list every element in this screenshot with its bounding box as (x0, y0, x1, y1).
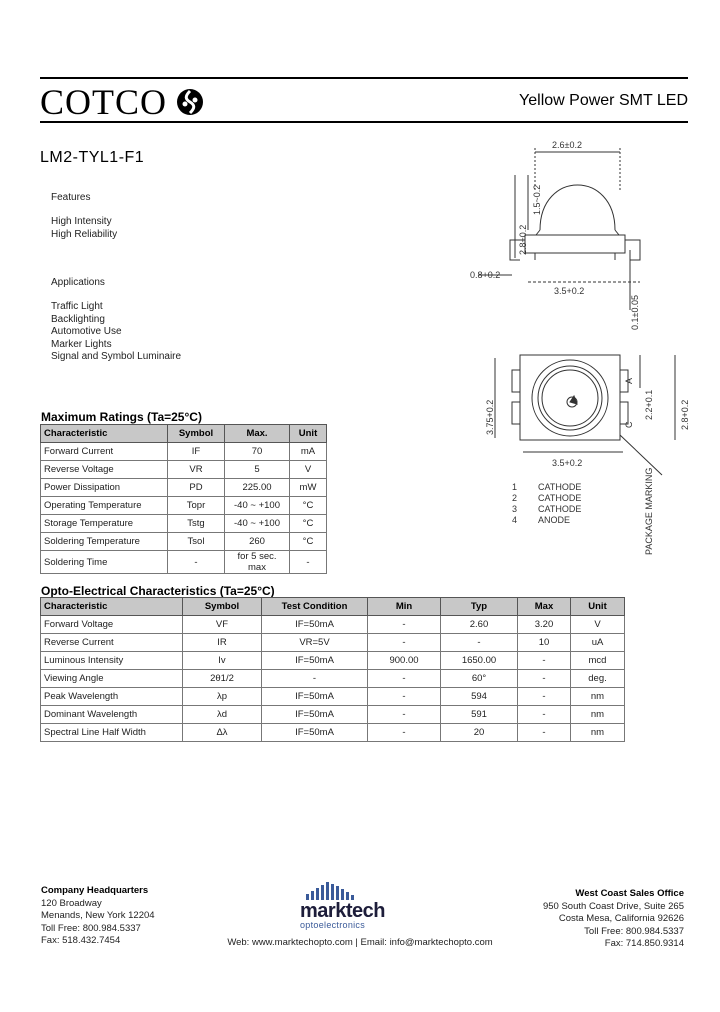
cell: IF=50mA (262, 652, 368, 670)
opto-table (40, 597, 625, 742)
cell: nm (571, 688, 625, 706)
cell: uA (571, 634, 625, 652)
cell: 3.20 (518, 616, 571, 634)
cell: IF (168, 443, 225, 461)
cell: IF=50mA (262, 688, 368, 706)
cell: -40 ~ +100 (225, 497, 290, 515)
cell: Luminous Intensity (41, 652, 183, 670)
cell: - (368, 670, 441, 688)
pad-label-c: C (624, 421, 634, 428)
col-max: Max (518, 598, 571, 616)
col-characteristic: Characteristic (41, 598, 183, 616)
cell: Soldering Temperature (41, 533, 168, 551)
cell: IF=50mA (262, 724, 368, 742)
cell: 260 (225, 533, 290, 551)
cell: Topr (168, 497, 225, 515)
west-title: West Coast Sales Office (575, 888, 684, 899)
cell: - (368, 688, 441, 706)
pin-number: 2 (512, 493, 518, 503)
cell: VF (183, 616, 262, 634)
cell: Power Dissipation (41, 479, 168, 497)
cell: Iv (183, 652, 262, 670)
cell: 60° (441, 670, 518, 688)
table-row (41, 479, 327, 497)
dome-outline (540, 185, 615, 230)
table-row (41, 443, 327, 461)
cell: 900.00 (368, 652, 441, 670)
part-number: LM2-TYL1-F1 (40, 149, 145, 166)
cell: 10 (518, 634, 571, 652)
table-row (41, 461, 327, 479)
cell: - (518, 706, 571, 724)
cell: °C (290, 515, 327, 533)
hq-title: Company Headquarters (41, 885, 149, 896)
logo-mark-icon (175, 87, 205, 117)
cell: 2θ1/2 (183, 670, 262, 688)
col-unit: Unit (290, 425, 327, 443)
brand-sub: optoelectronics (300, 920, 366, 930)
fax-line: Fax: 518.432.7454 (41, 935, 121, 946)
cell: 594 (441, 688, 518, 706)
cell: IF=50mA (262, 616, 368, 634)
cell: for 5 sec. max (225, 551, 290, 574)
cell: - (368, 616, 441, 634)
cell: 5 (225, 461, 290, 479)
package-drawing (440, 130, 700, 570)
cell: 20 (441, 724, 518, 742)
cell: nm (571, 706, 625, 724)
product-title: Yellow Power SMT LED (519, 92, 688, 109)
dim-lead-gap: 0.1±0.05 (630, 295, 640, 330)
table-row (41, 616, 625, 634)
address-line: 950 South Coast Drive, Suite 265 (542, 900, 684, 912)
pad-label-a: A (624, 377, 634, 384)
dim-right-a: 2.2+0.1 (644, 389, 654, 420)
marktech-logo (300, 882, 430, 930)
cell: Reverse Voltage (41, 461, 168, 479)
phone-line: Toll Free: 800.984.5337 (584, 925, 684, 937)
list-item: High Reliability (51, 228, 118, 240)
cell: - (368, 634, 441, 652)
dim-lead-thick: 0.8+0.2 (470, 270, 501, 280)
cell: Storage Temperature (41, 515, 168, 533)
cell: Viewing Angle (41, 670, 183, 688)
cell: - (168, 551, 225, 574)
cell: V (290, 461, 327, 479)
list-item: High Intensity (51, 216, 112, 227)
cell: - (518, 724, 571, 742)
applications-heading: Applications (51, 277, 105, 288)
col-typ: Typ (441, 598, 518, 616)
pin-name: CATHODE (538, 504, 582, 514)
header-top-rule (40, 77, 688, 79)
cell: - (518, 688, 571, 706)
cell: °C (290, 533, 327, 551)
lens-outer (532, 360, 608, 436)
list-item: Marker Lights (51, 338, 112, 350)
table-row (41, 497, 327, 515)
dim-body-width: 3.5+0.2 (552, 458, 583, 468)
table-row (41, 724, 625, 742)
dim-height-side: 2.8+0.2 (518, 224, 528, 255)
cell: 1650.00 (441, 652, 518, 670)
cell: 591 (441, 706, 518, 724)
cell: Reverse Current (41, 634, 183, 652)
cell: IF=50mA (262, 706, 368, 724)
list-item: Traffic Light (51, 301, 103, 312)
cell: mW (290, 479, 327, 497)
cell: Operating Temperature (41, 497, 168, 515)
col-max: Max. (225, 425, 290, 443)
cell: 2.60 (441, 616, 518, 634)
col-unit: Unit (571, 598, 625, 616)
max-ratings-title: Maximum Ratings (Ta=25°C) (41, 410, 202, 424)
fax-line: Fax: 714.850.9314 (604, 938, 684, 949)
cell: VR (168, 461, 225, 479)
list-item: Signal and Symbol Luminaire (51, 351, 182, 362)
pin-list (512, 482, 581, 525)
table-header-row (41, 425, 327, 443)
logo-text: COTCO (40, 82, 168, 122)
cell: deg. (571, 670, 625, 688)
pin-name: CATHODE (538, 482, 582, 492)
cell: nm (571, 724, 625, 742)
cell: PD (168, 479, 225, 497)
table-header-row (41, 598, 625, 616)
table-row (41, 706, 625, 724)
cell: - (518, 670, 571, 688)
features-heading: Features (51, 192, 91, 203)
cell: IR (183, 634, 262, 652)
cell: VR=5V (262, 634, 368, 652)
dim-lead-span: 3.5+0.2 (554, 286, 585, 296)
cotco-logo (40, 84, 205, 120)
pin-number: 4 (512, 515, 518, 525)
cell: - (368, 724, 441, 742)
signal-bars-icon (306, 882, 376, 900)
table-row (41, 652, 625, 670)
cell: - (368, 706, 441, 724)
table-row (41, 634, 625, 652)
table-row (41, 515, 327, 533)
features-list (51, 216, 117, 241)
cell: - (441, 634, 518, 652)
col-characteristic: Characteristic (41, 425, 168, 443)
cell: - (262, 670, 368, 688)
list-item: Automotive Use (51, 326, 122, 337)
opto-title: Opto-Electrical Characteristics (Ta=25°C) (41, 584, 275, 598)
lead-right (625, 240, 640, 260)
col-min: Min (368, 598, 441, 616)
web-email-line[interactable]: Web: www.marktechopto.com | Email: info@marktechopto.com (227, 937, 493, 948)
cell: °C (290, 497, 327, 515)
pin-name: ANODE (538, 515, 571, 525)
cell: mA (290, 443, 327, 461)
brand-name: marktech (300, 900, 385, 922)
dim-right-b: 2.8+0.2 (680, 399, 690, 430)
cell: - (290, 551, 327, 574)
table-row (41, 688, 625, 706)
address-line: Menands, New York 12204 (41, 910, 155, 921)
cell: Spectral Line Half Width (41, 724, 183, 742)
cell: -40 ~ +100 (225, 515, 290, 533)
cell: - (518, 652, 571, 670)
cell: λp (183, 688, 262, 706)
table-row (41, 533, 327, 551)
table-row (41, 670, 625, 688)
pin-number: 3 (512, 504, 518, 514)
phone-line: Toll Free: 800.984.5337 (41, 922, 141, 934)
applications-list (51, 301, 181, 364)
col-test-condition: Test Condition (262, 598, 368, 616)
dim-width-top: 2.6±0.2 (552, 140, 582, 150)
cell: λd (183, 706, 262, 724)
cell: Forward Voltage (41, 616, 183, 634)
dim-body-height: 3.75+0.2 (485, 399, 495, 435)
cell: V (571, 616, 625, 634)
cell: Peak Wavelength (41, 688, 183, 706)
cell: Tstg (168, 515, 225, 533)
package-marking-label: PACKAGE MARKING (644, 467, 654, 555)
body-side (525, 235, 625, 253)
col-symbol: Symbol (183, 598, 262, 616)
list-item: Backlighting (51, 313, 105, 325)
max-ratings-table (40, 424, 327, 574)
cell: 225.00 (225, 479, 290, 497)
dim-dome-height: 1.5~0.2 (532, 184, 542, 215)
cell: Soldering Time (41, 551, 168, 574)
address-line: Costa Mesa, California 92626 (558, 913, 684, 924)
pin-number: 1 (512, 482, 518, 492)
cell: Δλ (183, 724, 262, 742)
cell: Tsol (168, 533, 225, 551)
cell: Dominant Wavelength (41, 706, 183, 724)
cell: mcd (571, 652, 625, 670)
table-row (41, 551, 327, 574)
col-symbol: Symbol (168, 425, 225, 443)
cell: Forward Current (41, 443, 168, 461)
pin-name: CATHODE (538, 493, 582, 503)
cell: 70 (225, 443, 290, 461)
address-line: 120 Broadway (41, 897, 102, 909)
